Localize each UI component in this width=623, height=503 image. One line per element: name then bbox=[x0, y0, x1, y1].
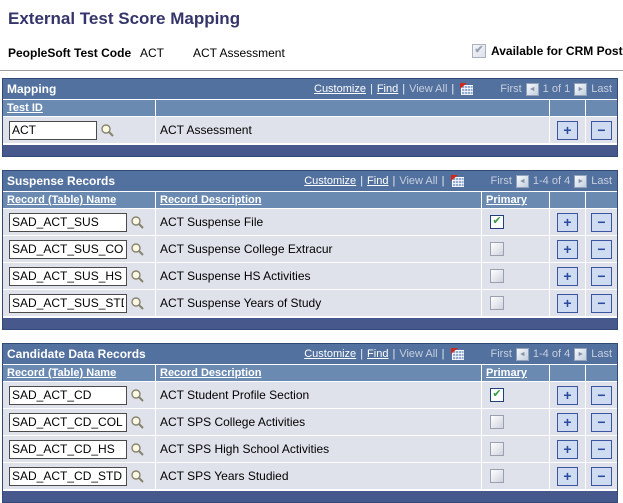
column-add-blank bbox=[549, 365, 585, 381]
separator: | bbox=[392, 175, 396, 187]
delete-row-button[interactable]: − bbox=[591, 121, 612, 140]
column-add-blank bbox=[549, 192, 585, 208]
record-name-input[interactable] bbox=[9, 240, 127, 259]
primary-checkbox[interactable] bbox=[490, 415, 504, 429]
table-row bbox=[3, 381, 617, 408]
prev-page-button[interactable] bbox=[526, 83, 539, 96]
grid-title: Candidate Data Records bbox=[7, 347, 146, 361]
crm-post-label: Available for CRM Post bbox=[491, 44, 623, 58]
column-delete-blank bbox=[585, 100, 617, 116]
customize-link[interactable]: Customize bbox=[314, 83, 366, 95]
lookup-icon[interactable] bbox=[130, 215, 145, 230]
next-page-button[interactable] bbox=[574, 175, 587, 188]
delete-row-button[interactable]: − bbox=[591, 467, 612, 486]
column-description-blank bbox=[155, 100, 549, 116]
page-title: External Test Score Mapping bbox=[8, 9, 241, 28]
next-page-button[interactable] bbox=[574, 83, 587, 96]
column-primary[interactable]: Primary bbox=[486, 194, 527, 206]
grid-suspense-records bbox=[2, 170, 618, 330]
lookup-icon[interactable] bbox=[130, 242, 145, 257]
add-row-button[interactable]: + bbox=[557, 213, 578, 232]
test-code-label: PeopleSoft Test Code bbox=[8, 46, 132, 60]
row-description: ACT Suspense Years of Study bbox=[160, 296, 322, 310]
test-code-description: ACT Assessment bbox=[193, 46, 285, 60]
add-row-button[interactable]: + bbox=[557, 121, 578, 140]
separator: | bbox=[360, 348, 364, 360]
download-to-excel-icon[interactable] bbox=[451, 348, 465, 361]
record-name-input[interactable] bbox=[9, 467, 127, 486]
crm-post-checkbox bbox=[472, 44, 486, 58]
view-all-link: View All bbox=[409, 83, 448, 95]
test-id-input[interactable] bbox=[9, 121, 97, 140]
prev-page-button[interactable] bbox=[516, 348, 529, 361]
separator: | bbox=[392, 348, 396, 360]
row-description: ACT Suspense College Extracur bbox=[160, 242, 333, 256]
column-primary[interactable]: Primary bbox=[486, 367, 527, 379]
next-page-button[interactable] bbox=[574, 348, 587, 361]
table-row bbox=[3, 262, 617, 289]
prev-arrow-icon: ◄ bbox=[518, 177, 526, 185]
lookup-icon[interactable] bbox=[130, 296, 145, 311]
grid-mapping bbox=[2, 78, 618, 157]
table-row bbox=[3, 235, 617, 262]
delete-row-button[interactable]: − bbox=[591, 386, 612, 405]
row-description: ACT Suspense HS Activities bbox=[160, 269, 311, 283]
download-to-excel-icon[interactable] bbox=[460, 83, 474, 96]
table-row bbox=[3, 208, 617, 235]
view-all-link: View All bbox=[399, 348, 438, 360]
prev-page-button[interactable] bbox=[516, 175, 529, 188]
primary-checkbox[interactable] bbox=[490, 242, 504, 256]
mapping-column-header bbox=[3, 99, 617, 116]
grid-title: Suspense Records bbox=[7, 174, 116, 188]
record-name-input[interactable] bbox=[9, 386, 127, 405]
grid-footer-band bbox=[3, 143, 617, 156]
record-name-input[interactable] bbox=[9, 440, 127, 459]
add-row-button[interactable]: + bbox=[557, 294, 578, 313]
add-row-button[interactable]: + bbox=[557, 386, 578, 405]
row-description: ACT Suspense File bbox=[160, 215, 264, 229]
table-row bbox=[3, 289, 617, 316]
header-divider bbox=[0, 70, 623, 72]
next-arrow-icon: ► bbox=[577, 350, 585, 358]
last-link: Last bbox=[591, 348, 612, 360]
mapping-title-bar bbox=[3, 79, 617, 99]
delete-row-button[interactable]: − bbox=[591, 267, 612, 286]
add-row-button[interactable]: + bbox=[557, 267, 578, 286]
lookup-icon[interactable] bbox=[130, 469, 145, 484]
row-description: ACT Student Profile Section bbox=[160, 388, 310, 402]
prev-arrow-icon: ◄ bbox=[528, 85, 536, 93]
record-name-input[interactable] bbox=[9, 294, 127, 313]
add-row-button[interactable]: + bbox=[557, 440, 578, 459]
add-row-button[interactable]: + bbox=[557, 240, 578, 259]
check-icon: ✔ bbox=[474, 44, 484, 56]
download-to-excel-icon[interactable] bbox=[451, 175, 465, 188]
separator: | bbox=[441, 175, 445, 187]
lookup-icon[interactable] bbox=[130, 388, 145, 403]
column-test-id[interactable]: Test ID bbox=[7, 102, 43, 114]
last-link: Last bbox=[591, 83, 612, 95]
row-description: ACT SPS High School Activities bbox=[160, 442, 330, 456]
test-code-value: ACT bbox=[140, 46, 164, 60]
grid-title: Mapping bbox=[7, 82, 57, 96]
page-position: 1-4 of 4 bbox=[532, 175, 571, 187]
first-link: First bbox=[490, 175, 512, 187]
column-add-blank bbox=[549, 100, 585, 116]
first-link: First bbox=[500, 83, 522, 95]
record-name-input[interactable] bbox=[9, 213, 127, 232]
separator: | bbox=[369, 83, 373, 95]
lookup-icon[interactable] bbox=[100, 123, 115, 138]
delete-row-button[interactable]: − bbox=[591, 240, 612, 259]
customize-link[interactable]: Customize bbox=[304, 348, 357, 360]
delete-row-button[interactable]: − bbox=[591, 294, 612, 313]
customize-link[interactable]: Customize bbox=[304, 175, 357, 187]
check-icon: ✔ bbox=[492, 215, 502, 227]
column-delete-blank bbox=[585, 365, 617, 381]
table-row bbox=[3, 116, 617, 143]
separator: | bbox=[360, 175, 364, 187]
table-row bbox=[3, 408, 617, 435]
primary-checkbox[interactable] bbox=[490, 469, 504, 483]
separator: | bbox=[402, 83, 406, 95]
suspense-title-bar bbox=[3, 171, 617, 191]
candidate-title-bar bbox=[3, 344, 617, 364]
find-link[interactable]: Find bbox=[376, 83, 399, 95]
find-link[interactable]: Find bbox=[367, 348, 389, 360]
next-arrow-icon: ► bbox=[577, 177, 585, 185]
column-delete-blank bbox=[585, 192, 617, 208]
column-record-description[interactable]: Record Description bbox=[160, 367, 262, 379]
delete-row-button[interactable]: − bbox=[591, 213, 612, 232]
table-row bbox=[3, 435, 617, 462]
page-position: 1-4 of 4 bbox=[532, 348, 571, 360]
lookup-icon[interactable] bbox=[130, 415, 145, 430]
suspense-column-header bbox=[3, 191, 617, 208]
record-name-input[interactable] bbox=[9, 413, 127, 432]
view-all-link: View All bbox=[399, 175, 438, 187]
crm-post-field bbox=[472, 44, 623, 58]
test-code-header-row bbox=[0, 44, 623, 62]
row-description: ACT Assessment bbox=[160, 123, 252, 137]
primary-checkbox[interactable] bbox=[490, 215, 504, 229]
separator: | bbox=[441, 348, 445, 360]
table-row bbox=[3, 462, 617, 489]
grid-candidate-data-records bbox=[2, 343, 618, 503]
last-link: Last bbox=[591, 175, 612, 187]
primary-checkbox[interactable] bbox=[490, 269, 504, 283]
column-record-description[interactable]: Record Description bbox=[160, 194, 262, 206]
prev-arrow-icon: ◄ bbox=[518, 350, 526, 358]
row-description: ACT SPS Years Studied bbox=[160, 469, 289, 483]
delete-row-button[interactable]: − bbox=[591, 440, 612, 459]
column-record-name[interactable]: Record (Table) Name bbox=[7, 194, 117, 206]
add-row-button[interactable]: + bbox=[557, 413, 578, 432]
grid-footer-band bbox=[3, 316, 617, 329]
candidate-column-header bbox=[3, 364, 617, 381]
first-link: First bbox=[490, 348, 512, 360]
primary-checkbox[interactable] bbox=[490, 388, 504, 402]
page-position: 1 of 1 bbox=[542, 83, 571, 95]
primary-checkbox[interactable] bbox=[490, 442, 504, 456]
delete-row-button[interactable]: − bbox=[591, 413, 612, 432]
find-link[interactable]: Find bbox=[367, 175, 389, 187]
row-description: ACT SPS College Activities bbox=[160, 415, 306, 429]
record-name-input[interactable] bbox=[9, 267, 127, 286]
primary-checkbox[interactable] bbox=[490, 296, 504, 310]
next-arrow-icon: ► bbox=[577, 85, 585, 93]
separator: | bbox=[451, 83, 455, 95]
lookup-icon[interactable] bbox=[130, 269, 145, 284]
column-record-name[interactable]: Record (Table) Name bbox=[7, 367, 117, 379]
check-icon: ✔ bbox=[492, 388, 502, 400]
lookup-icon[interactable] bbox=[130, 442, 145, 457]
grid-footer-band bbox=[3, 489, 617, 502]
add-row-button[interactable]: + bbox=[557, 467, 578, 486]
